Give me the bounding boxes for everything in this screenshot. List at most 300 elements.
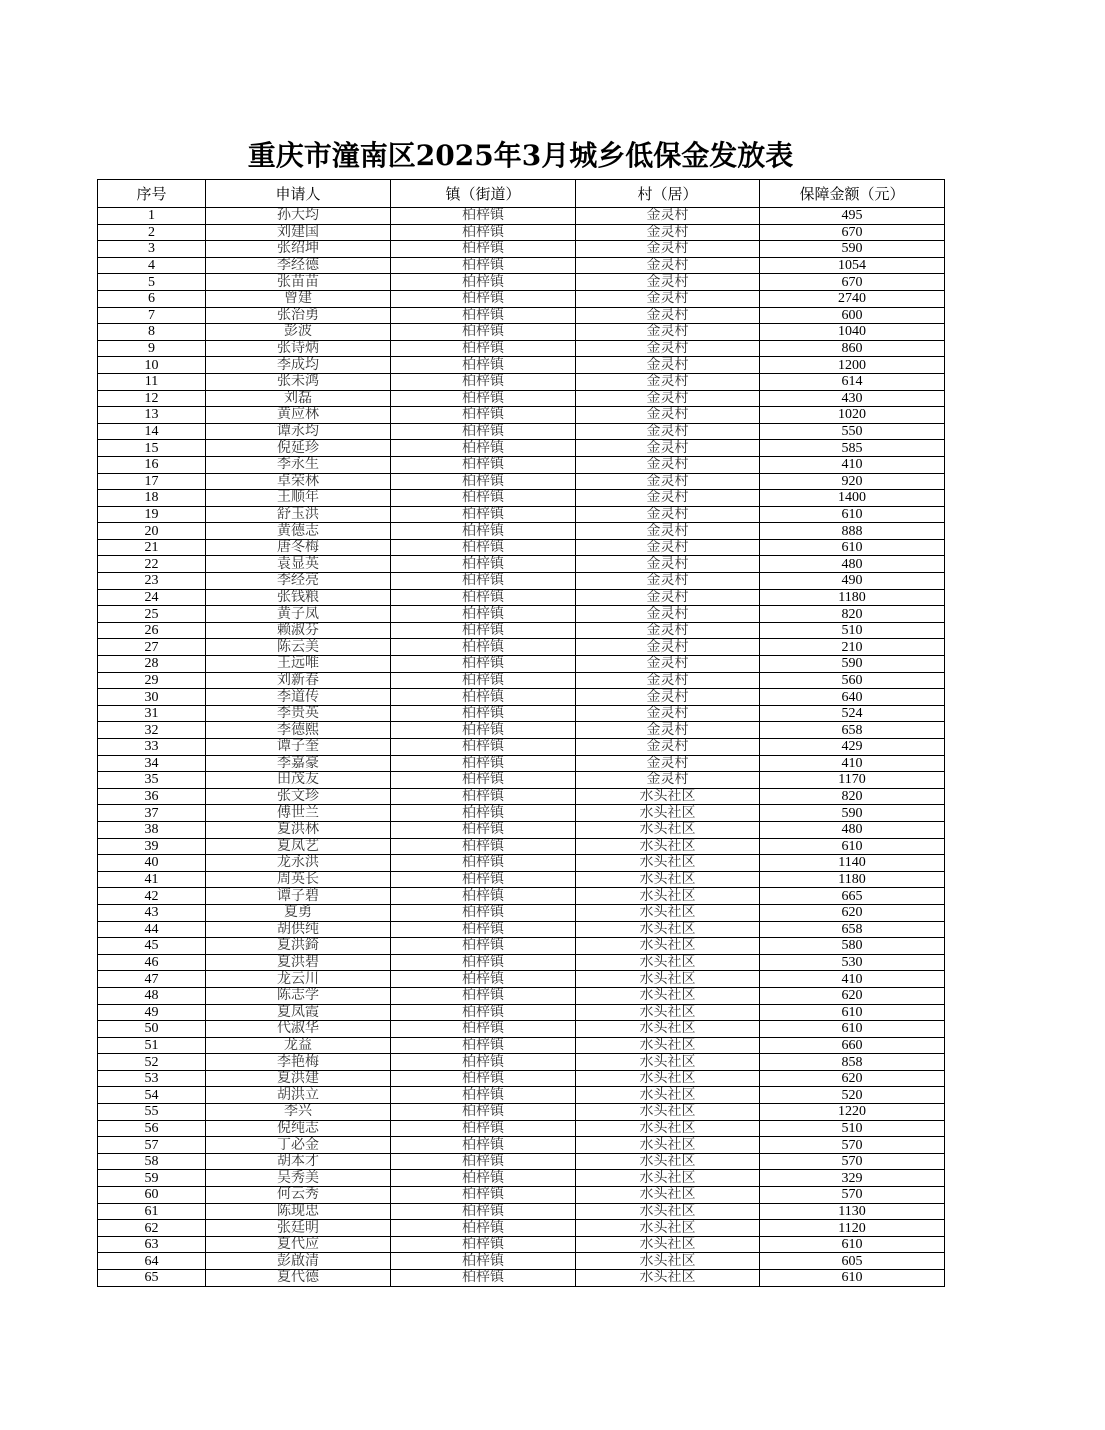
serial-number-cell: 61 <box>98 1203 206 1220</box>
serial-number-cell: 26 <box>98 622 206 639</box>
amount-cell: 1140 <box>760 855 945 872</box>
serial-number-cell: 42 <box>98 888 206 905</box>
serial-number-cell: 32 <box>98 722 206 739</box>
town-cell: 柏梓镇 <box>391 307 576 324</box>
town-cell: 柏梓镇 <box>391 1153 576 1170</box>
serial-number-cell: 51 <box>98 1037 206 1054</box>
applicant-cell: 王顺年 <box>206 490 391 507</box>
village-cell: 水头社区 <box>576 1236 760 1253</box>
village-cell: 金灵村 <box>576 423 760 440</box>
applicant-cell: 彭波 <box>206 324 391 341</box>
applicant-cell: 黄子凤 <box>206 606 391 623</box>
applicant-cell: 张绍坤 <box>206 241 391 258</box>
amount-cell: 570 <box>760 1137 945 1154</box>
table-row <box>98 290 945 307</box>
applicant-cell: 卓荣林 <box>206 473 391 490</box>
town-cell: 柏梓镇 <box>391 224 576 241</box>
serial-number-cell: 63 <box>98 1236 206 1253</box>
applicant-cell: 张未鸿 <box>206 373 391 390</box>
serial-number-cell: 65 <box>98 1270 206 1287</box>
applicant-cell: 袁显英 <box>206 556 391 573</box>
amount-cell: 1130 <box>760 1203 945 1220</box>
town-cell: 柏梓镇 <box>391 821 576 838</box>
village-cell: 金灵村 <box>576 440 760 457</box>
serial-number-cell: 2 <box>98 224 206 241</box>
table-row <box>98 1054 945 1071</box>
serial-number-cell: 46 <box>98 954 206 971</box>
amount-cell: 600 <box>760 307 945 324</box>
header-serial-number: 序号 <box>98 180 206 208</box>
village-cell: 金灵村 <box>576 506 760 523</box>
table-row <box>98 871 945 888</box>
town-cell: 柏梓镇 <box>391 622 576 639</box>
village-cell: 金灵村 <box>576 606 760 623</box>
header-town: 镇（街道） <box>391 180 576 208</box>
village-cell: 金灵村 <box>576 274 760 291</box>
serial-number-cell: 50 <box>98 1021 206 1038</box>
serial-number-cell: 13 <box>98 407 206 424</box>
amount-cell: 888 <box>760 523 945 540</box>
village-cell: 金灵村 <box>576 589 760 606</box>
applicant-cell: 夏洪錡 <box>206 938 391 955</box>
serial-number-cell: 35 <box>98 772 206 789</box>
amount-cell: 410 <box>760 456 945 473</box>
applicant-cell: 张治勇 <box>206 307 391 324</box>
town-cell: 柏梓镇 <box>391 208 576 225</box>
applicant-cell: 陈云美 <box>206 639 391 656</box>
serial-number-cell: 41 <box>98 871 206 888</box>
applicant-cell: 黄德志 <box>206 523 391 540</box>
serial-number-cell: 14 <box>98 423 206 440</box>
table-row <box>98 722 945 739</box>
amount-cell: 1170 <box>760 772 945 789</box>
table-row <box>98 606 945 623</box>
amount-cell: 590 <box>760 241 945 258</box>
serial-number-cell: 53 <box>98 1070 206 1087</box>
amount-cell: 210 <box>760 639 945 656</box>
village-cell: 水头社区 <box>576 1170 760 1187</box>
amount-cell: 660 <box>760 1037 945 1054</box>
serial-number-cell: 20 <box>98 523 206 540</box>
town-cell: 柏梓镇 <box>391 523 576 540</box>
village-cell: 水头社区 <box>576 871 760 888</box>
amount-cell: 620 <box>760 987 945 1004</box>
table-row <box>98 373 945 390</box>
serial-number-cell: 15 <box>98 440 206 457</box>
amount-cell: 820 <box>760 606 945 623</box>
header-applicant: 申请人 <box>206 180 391 208</box>
table-row <box>98 573 945 590</box>
serial-number-cell: 12 <box>98 390 206 407</box>
table-row <box>98 739 945 756</box>
town-cell: 柏梓镇 <box>391 241 576 258</box>
town-cell: 柏梓镇 <box>391 739 576 756</box>
serial-number-cell: 52 <box>98 1054 206 1071</box>
amount-cell: 1200 <box>760 357 945 374</box>
serial-number-cell: 27 <box>98 639 206 656</box>
amount-cell: 524 <box>760 705 945 722</box>
amount-cell: 1120 <box>760 1220 945 1237</box>
serial-number-cell: 4 <box>98 257 206 274</box>
village-cell: 水头社区 <box>576 971 760 988</box>
table-row <box>98 490 945 507</box>
town-cell: 柏梓镇 <box>391 672 576 689</box>
village-cell: 水头社区 <box>576 1004 760 1021</box>
serial-number-cell: 21 <box>98 539 206 556</box>
serial-number-cell: 29 <box>98 672 206 689</box>
table-row <box>98 954 945 971</box>
amount-cell: 605 <box>760 1253 945 1270</box>
village-cell: 水头社区 <box>576 1120 760 1137</box>
applicant-cell: 田茂友 <box>206 772 391 789</box>
serial-number-cell: 6 <box>98 290 206 307</box>
header-village: 村（居） <box>576 180 760 208</box>
village-cell: 水头社区 <box>576 1087 760 1104</box>
applicant-cell: 王远唯 <box>206 656 391 673</box>
applicant-cell: 夏洪林 <box>206 821 391 838</box>
applicant-cell: 李艳梅 <box>206 1054 391 1071</box>
table-row <box>98 274 945 291</box>
amount-cell: 920 <box>760 473 945 490</box>
town-cell: 柏梓镇 <box>391 274 576 291</box>
village-cell: 水头社区 <box>576 1054 760 1071</box>
amount-cell: 480 <box>760 556 945 573</box>
applicant-cell: 舒玉洪 <box>206 506 391 523</box>
town-cell: 柏梓镇 <box>391 506 576 523</box>
village-cell: 水头社区 <box>576 1137 760 1154</box>
village-cell: 金灵村 <box>576 772 760 789</box>
table-row <box>98 1236 945 1253</box>
table-row <box>98 705 945 722</box>
applicant-cell: 胡本才 <box>206 1153 391 1170</box>
amount-cell: 590 <box>760 805 945 822</box>
serial-number-cell: 22 <box>98 556 206 573</box>
serial-number-cell: 24 <box>98 589 206 606</box>
village-cell: 金灵村 <box>576 490 760 507</box>
table-row <box>98 357 945 374</box>
town-cell: 柏梓镇 <box>391 805 576 822</box>
village-cell: 水头社区 <box>576 1153 760 1170</box>
village-cell: 水头社区 <box>576 1070 760 1087</box>
table-row <box>98 672 945 689</box>
village-cell: 水头社区 <box>576 1021 760 1038</box>
table-row <box>98 589 945 606</box>
serial-number-cell: 62 <box>98 1220 206 1237</box>
amount-cell: 510 <box>760 1120 945 1137</box>
table-row <box>98 1187 945 1204</box>
village-cell: 金灵村 <box>576 390 760 407</box>
town-cell: 柏梓镇 <box>391 1253 576 1270</box>
serial-number-cell: 30 <box>98 689 206 706</box>
applicant-cell: 谭子奎 <box>206 739 391 756</box>
town-cell: 柏梓镇 <box>391 1236 576 1253</box>
village-cell: 金灵村 <box>576 556 760 573</box>
amount-cell: 670 <box>760 274 945 291</box>
table-row <box>98 938 945 955</box>
table-row <box>98 224 945 241</box>
serial-number-cell: 28 <box>98 656 206 673</box>
table-row <box>98 772 945 789</box>
applicant-cell: 张诗炳 <box>206 340 391 357</box>
town-cell: 柏梓镇 <box>391 656 576 673</box>
serial-number-cell: 9 <box>98 340 206 357</box>
serial-number-cell: 56 <box>98 1120 206 1137</box>
town-cell: 柏梓镇 <box>391 1070 576 1087</box>
table-row <box>98 1037 945 1054</box>
serial-number-cell: 37 <box>98 805 206 822</box>
village-cell: 水头社区 <box>576 1104 760 1121</box>
amount-cell: 429 <box>760 739 945 756</box>
applicant-cell: 龙永洪 <box>206 855 391 872</box>
applicant-cell: 张文珍 <box>206 788 391 805</box>
serial-number-cell: 25 <box>98 606 206 623</box>
amount-cell: 510 <box>760 622 945 639</box>
table-row <box>98 755 945 772</box>
village-cell: 水头社区 <box>576 805 760 822</box>
town-cell: 柏梓镇 <box>391 921 576 938</box>
town-cell: 柏梓镇 <box>391 838 576 855</box>
applicant-cell: 胡供纯 <box>206 921 391 938</box>
applicant-cell: 倪延珍 <box>206 440 391 457</box>
serial-number-cell: 49 <box>98 1004 206 1021</box>
applicant-cell: 张钱粮 <box>206 589 391 606</box>
serial-number-cell: 43 <box>98 904 206 921</box>
village-cell: 金灵村 <box>576 705 760 722</box>
applicant-cell: 李道传 <box>206 689 391 706</box>
town-cell: 柏梓镇 <box>391 606 576 623</box>
town-cell: 柏梓镇 <box>391 855 576 872</box>
serial-number-cell: 38 <box>98 821 206 838</box>
town-cell: 柏梓镇 <box>391 589 576 606</box>
serial-number-cell: 48 <box>98 987 206 1004</box>
applicant-cell: 周英长 <box>206 871 391 888</box>
table-row <box>98 904 945 921</box>
amount-cell: 550 <box>760 423 945 440</box>
applicant-cell: 孙大均 <box>206 208 391 225</box>
applicant-cell: 夏代应 <box>206 1236 391 1253</box>
applicant-cell: 陈现忠 <box>206 1203 391 1220</box>
serial-number-cell: 44 <box>98 921 206 938</box>
serial-number-cell: 18 <box>98 490 206 507</box>
amount-cell: 658 <box>760 921 945 938</box>
village-cell: 金灵村 <box>576 257 760 274</box>
village-cell: 金灵村 <box>576 340 760 357</box>
town-cell: 柏梓镇 <box>391 1021 576 1038</box>
village-cell: 金灵村 <box>576 722 760 739</box>
amount-cell: 1180 <box>760 589 945 606</box>
table-row <box>98 1220 945 1237</box>
village-cell: 水头社区 <box>576 921 760 938</box>
applicant-cell: 夏凤艺 <box>206 838 391 855</box>
serial-number-cell: 34 <box>98 755 206 772</box>
village-cell: 水头社区 <box>576 855 760 872</box>
village-cell: 金灵村 <box>576 755 760 772</box>
amount-cell: 1220 <box>760 1104 945 1121</box>
amount-cell: 620 <box>760 904 945 921</box>
town-cell: 柏梓镇 <box>391 357 576 374</box>
town-cell: 柏梓镇 <box>391 1120 576 1137</box>
village-cell: 水头社区 <box>576 838 760 855</box>
applicant-cell: 张廷明 <box>206 1220 391 1237</box>
amount-cell: 585 <box>760 440 945 457</box>
applicant-cell: 刘建国 <box>206 224 391 241</box>
applicant-cell: 陈志学 <box>206 987 391 1004</box>
amount-cell: 640 <box>760 689 945 706</box>
serial-number-cell: 17 <box>98 473 206 490</box>
village-cell: 金灵村 <box>576 224 760 241</box>
amount-cell: 665 <box>760 888 945 905</box>
table-row <box>98 805 945 822</box>
table-row <box>98 456 945 473</box>
applicant-cell: 李德熙 <box>206 722 391 739</box>
amount-cell: 580 <box>760 938 945 955</box>
town-cell: 柏梓镇 <box>391 772 576 789</box>
serial-number-cell: 16 <box>98 456 206 473</box>
applicant-cell: 李兴 <box>206 1104 391 1121</box>
amount-cell: 820 <box>760 788 945 805</box>
applicant-cell: 倪纯志 <box>206 1120 391 1137</box>
serial-number-cell: 33 <box>98 739 206 756</box>
town-cell: 柏梓镇 <box>391 1037 576 1054</box>
town-cell: 柏梓镇 <box>391 1104 576 1121</box>
town-cell: 柏梓镇 <box>391 888 576 905</box>
town-cell: 柏梓镇 <box>391 324 576 341</box>
table-row <box>98 440 945 457</box>
town-cell: 柏梓镇 <box>391 987 576 1004</box>
town-cell: 柏梓镇 <box>391 257 576 274</box>
town-cell: 柏梓镇 <box>391 1220 576 1237</box>
table-row <box>98 622 945 639</box>
table-row <box>98 921 945 938</box>
village-cell: 金灵村 <box>576 307 760 324</box>
village-cell: 金灵村 <box>576 241 760 258</box>
amount-cell: 860 <box>760 340 945 357</box>
village-cell: 水头社区 <box>576 904 760 921</box>
serial-number-cell: 8 <box>98 324 206 341</box>
village-cell: 水头社区 <box>576 821 760 838</box>
table-row <box>98 506 945 523</box>
amount-cell: 670 <box>760 224 945 241</box>
applicant-cell: 龙云川 <box>206 971 391 988</box>
table-row <box>98 539 945 556</box>
serial-number-cell: 1 <box>98 208 206 225</box>
table-row <box>98 423 945 440</box>
village-cell: 水头社区 <box>576 1187 760 1204</box>
serial-number-cell: 58 <box>98 1153 206 1170</box>
amount-cell: 590 <box>760 656 945 673</box>
amount-cell: 1040 <box>760 324 945 341</box>
applicant-cell: 傅世兰 <box>206 805 391 822</box>
table-row <box>98 987 945 1004</box>
header-amount: 保障金额（元） <box>760 180 945 208</box>
village-cell: 金灵村 <box>576 639 760 656</box>
town-cell: 柏梓镇 <box>391 373 576 390</box>
town-cell: 柏梓镇 <box>391 871 576 888</box>
applicant-cell: 丁必金 <box>206 1137 391 1154</box>
table-row <box>98 1203 945 1220</box>
serial-number-cell: 23 <box>98 573 206 590</box>
table-row <box>98 639 945 656</box>
amount-cell: 495 <box>760 208 945 225</box>
header-row <box>98 180 945 208</box>
document-title: 重庆市潼南区2025年3月城乡低保金发放表 <box>247 139 794 172</box>
applicant-cell: 李永生 <box>206 456 391 473</box>
town-cell: 柏梓镇 <box>391 1170 576 1187</box>
applicant-cell: 吴秀美 <box>206 1170 391 1187</box>
village-cell: 金灵村 <box>576 324 760 341</box>
applicant-cell: 彭啟清 <box>206 1253 391 1270</box>
serial-number-cell: 11 <box>98 373 206 390</box>
village-cell: 水头社区 <box>576 1253 760 1270</box>
amount-cell: 410 <box>760 755 945 772</box>
serial-number-cell: 64 <box>98 1253 206 1270</box>
table-row <box>98 1153 945 1170</box>
applicant-cell: 代淑华 <box>206 1021 391 1038</box>
serial-number-cell: 19 <box>98 506 206 523</box>
amount-cell: 480 <box>760 821 945 838</box>
town-cell: 柏梓镇 <box>391 689 576 706</box>
town-cell: 柏梓镇 <box>391 938 576 955</box>
town-cell: 柏梓镇 <box>391 290 576 307</box>
town-cell: 柏梓镇 <box>391 490 576 507</box>
amount-cell: 430 <box>760 390 945 407</box>
applicant-cell: 谭子碧 <box>206 888 391 905</box>
amount-cell: 614 <box>760 373 945 390</box>
town-cell: 柏梓镇 <box>391 1203 576 1220</box>
serial-number-cell: 57 <box>98 1137 206 1154</box>
town-cell: 柏梓镇 <box>391 1054 576 1071</box>
serial-number-cell: 36 <box>98 788 206 805</box>
table-row <box>98 788 945 805</box>
applicant-cell: 龙益 <box>206 1037 391 1054</box>
village-cell: 水头社区 <box>576 1220 760 1237</box>
serial-number-cell: 47 <box>98 971 206 988</box>
table-row <box>98 855 945 872</box>
village-cell: 金灵村 <box>576 473 760 490</box>
village-cell: 金灵村 <box>576 373 760 390</box>
amount-cell: 560 <box>760 672 945 689</box>
amount-cell: 610 <box>760 539 945 556</box>
amount-cell: 658 <box>760 722 945 739</box>
applicant-cell: 赖淑芬 <box>206 622 391 639</box>
serial-number-cell: 39 <box>98 838 206 855</box>
amount-cell: 520 <box>760 1087 945 1104</box>
applicant-cell: 刘磊 <box>206 390 391 407</box>
applicant-cell: 黄应林 <box>206 407 391 424</box>
applicant-cell: 何云秀 <box>206 1187 391 1204</box>
table-row <box>98 1137 945 1154</box>
applicant-cell: 李成均 <box>206 357 391 374</box>
town-cell: 柏梓镇 <box>391 755 576 772</box>
town-cell: 柏梓镇 <box>391 456 576 473</box>
amount-cell: 1400 <box>760 490 945 507</box>
village-cell: 金灵村 <box>576 290 760 307</box>
applicant-cell: 夏凤霞 <box>206 1004 391 1021</box>
table-row <box>98 556 945 573</box>
town-cell: 柏梓镇 <box>391 639 576 656</box>
serial-number-cell: 40 <box>98 855 206 872</box>
village-cell: 金灵村 <box>576 456 760 473</box>
amount-cell: 620 <box>760 1070 945 1087</box>
serial-number-cell: 45 <box>98 938 206 955</box>
table-row <box>98 1004 945 1021</box>
amount-cell: 610 <box>760 1270 945 1287</box>
applicant-cell: 刘新春 <box>206 672 391 689</box>
town-cell: 柏梓镇 <box>391 904 576 921</box>
village-cell: 水头社区 <box>576 987 760 1004</box>
amount-cell: 1180 <box>760 871 945 888</box>
village-cell: 水头社区 <box>576 888 760 905</box>
